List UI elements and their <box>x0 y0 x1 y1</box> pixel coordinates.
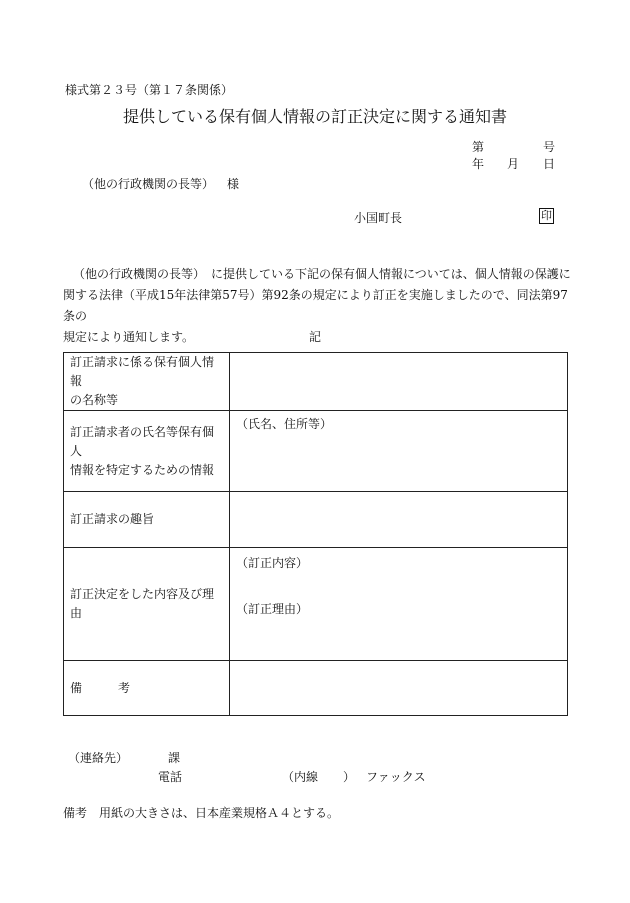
contact-section-label: 課 <box>168 751 181 765</box>
document-title: 提供している保有個人情報の訂正決定に関する通知書 <box>122 107 507 126</box>
table-row <box>64 492 568 548</box>
contact-fax-label: ファックス <box>366 770 426 784</box>
table-value-cell[interactable] <box>230 548 568 661</box>
table-label-line: の名称等 <box>70 393 119 407</box>
sender-name: 小国町長 <box>354 211 403 225</box>
table-value-cell[interactable] <box>230 492 568 548</box>
remark-note: 備考 用紙の大きさは、日本産業規格Ａ４とする。 <box>63 806 340 820</box>
table-label-line: 備 考 <box>70 680 131 695</box>
date-day-label: 日 <box>543 157 556 171</box>
document-number-prefix: 第 <box>472 140 485 154</box>
table-label-line: 訂正決定をした内容及び理由 <box>70 587 215 620</box>
table-label-cell <box>64 411 230 492</box>
table-value-cell[interactable] <box>230 661 568 716</box>
table-label-line: 訂正請求の趣旨 <box>70 512 155 526</box>
table-label-line: 訂正請求者の氏名等保有個人 <box>70 424 215 458</box>
table-row <box>64 353 568 411</box>
notice-body-line-1: （他の行政機関の長等） に提供している下記の保有個人情報については、個人情報の保護に <box>73 267 571 281</box>
table-label-cell <box>64 353 230 411</box>
table-row <box>64 548 568 661</box>
contact-extension-label: （内線 <box>282 770 319 784</box>
ki-heading: 記 <box>308 330 321 344</box>
table-label-cell <box>64 548 230 661</box>
table-row <box>64 661 568 716</box>
document-number-suffix: 号 <box>543 140 556 154</box>
table-label-cell <box>64 492 230 548</box>
table-value-hint: （訂正理由） <box>236 602 309 616</box>
addressee-honorific: 様 <box>227 177 240 191</box>
form-number: 様式第２３号（第１７条関係） <box>65 83 234 97</box>
table-value-hint: （訂正内容） <box>236 556 309 570</box>
table-value-cell[interactable] <box>230 411 568 492</box>
correction-details-table <box>63 352 568 716</box>
date-year-label: 年 <box>472 157 485 171</box>
seal-mark: 印 <box>541 209 552 222</box>
contact-phone-label: 電話 <box>158 770 183 784</box>
contact-extension-close: ） <box>343 770 356 784</box>
notice-body-line-3: 規定により通知します。 <box>63 330 195 344</box>
notice-body-line-2: 関する法律（平成15年法律第57号）第92条の規定により訂正を実施しましたので、同法第97条の <box>63 288 568 323</box>
table-row <box>64 411 568 492</box>
table-value-hint: （氏名、住所等） <box>236 417 333 431</box>
table-label-line: 情報を特定するための情報 <box>70 462 215 477</box>
contact-label: （連絡先） <box>68 751 129 765</box>
date-month-label: 月 <box>507 157 520 171</box>
table-value-cell[interactable] <box>230 353 568 411</box>
table-label-line: 訂正請求に係る保有個人情報 <box>70 355 215 388</box>
addressee-name: （他の行政機関の長等） <box>82 177 215 191</box>
table-label-cell <box>64 661 230 716</box>
